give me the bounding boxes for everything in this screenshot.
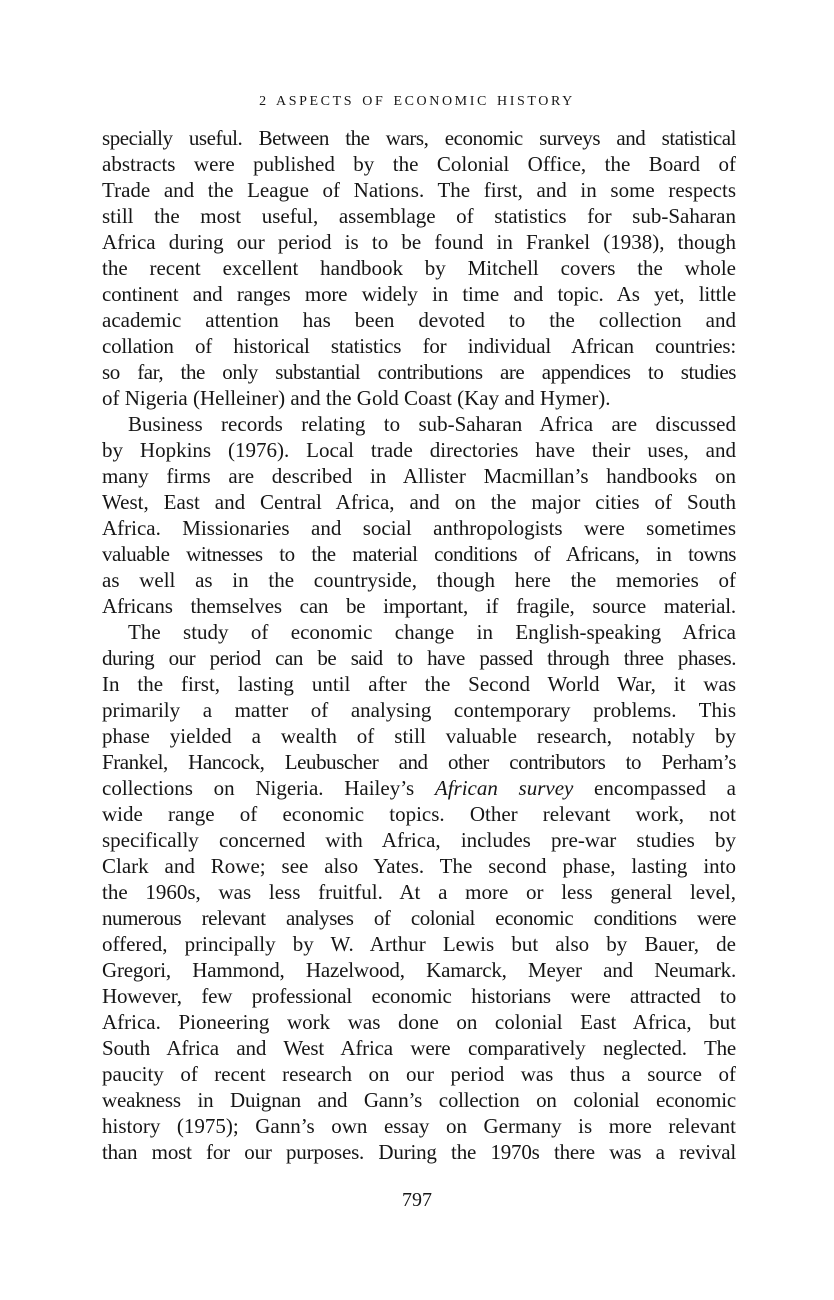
text-line: numerous relevant analyses of colonial economic conditions were [102, 906, 736, 930]
text-line: Africa during our period is to be found in Frankel (1938), though [102, 230, 736, 254]
running-head: 2 ASPECTS OF ECONOMIC HISTORY [259, 94, 575, 109]
text-line: academic attention has been devoted to the collection and [102, 308, 736, 332]
text-line: However, few professional economic historians were attracted to [102, 984, 736, 1008]
text-line: by Hopkins (1976). Local trade directories have their uses, and [102, 438, 736, 462]
paragraph-business-records [102, 411, 736, 619]
text-line: Trade and the League of Nations. The first, and in some respects [102, 178, 736, 202]
paragraph-statistics [102, 125, 736, 411]
text-line: West, East and Central Africa, and on the major cities of South [102, 490, 736, 514]
text-line: wide range of economic topics. Other relevant work, not [102, 802, 736, 826]
text-line: many firms are described in Allister Macmillan’s handbooks on [102, 464, 736, 488]
text-line: continent and ranges more widely in time and topic. As yet, little [102, 282, 736, 306]
text-line: history (1975); Gann’s own essay on Germany is more relevant [102, 1114, 736, 1138]
text-line: weakness in Duignan and Gann’s collection on colonial economic [102, 1088, 736, 1112]
text-line-with-title [102, 775, 736, 801]
text-line: paucity of recent research on our period was thus a source of [102, 1062, 736, 1086]
text-line: Africa. Missionaries and social anthropologists were sometimes [102, 516, 736, 540]
text-line: of Nigeria (Helleiner) and the Gold Coast (Kay and Hymer). [102, 386, 611, 410]
text-line: Business records relating to sub-Saharan Africa are discussed [128, 412, 736, 436]
text-line: Africans themselves can be important, if fragile, source material. [102, 594, 736, 618]
text-line: as well as in the countryside, though here the memories of [102, 568, 736, 592]
text-line: Gregori, Hammond, Hazelwood, Kamarck, Meyer and Neumark. [102, 958, 736, 982]
text-segment: encompassed a [573, 776, 736, 800]
text-line: the recent excellent handbook by Mitchell covers the whole [102, 256, 736, 280]
page-number: 797 [402, 1189, 432, 1211]
text-line: Clark and Rowe; see also Yates. The second phase, lasting into [102, 854, 736, 878]
text-line: abstracts were published by the Colonial Office, the Board of [102, 152, 736, 176]
text-line: Africa. Pioneering work was done on colonial East Africa, but [102, 1010, 736, 1034]
paragraph-economic-change [102, 619, 736, 1165]
text-line: primarily a matter of analysing contemporary problems. This [102, 698, 736, 722]
body-text [102, 125, 736, 1165]
text-line: the 1960s, was less fruitful. At a more or less general level, [102, 880, 736, 904]
text-line: phase yielded a wealth of still valuable research, notably by [102, 724, 736, 748]
text-line: The study of economic change in English-speaking Africa [128, 620, 736, 644]
text-line: Frankel, Hancock, Leubuscher and other contributors to Perham’s [102, 750, 736, 774]
text-line: valuable witnesses to the material conditions of Africans, in towns [102, 542, 736, 566]
text-line: offered, principally by W. Arthur Lewis but also by Bauer, de [102, 932, 736, 956]
text-line: than most for our purposes. During the 1970s there was a revival [102, 1140, 736, 1164]
book-title-african-survey: African survey [434, 776, 574, 800]
text-line: In the first, lasting until after the Second World War, it was [102, 672, 736, 696]
text-line: collation of historical statistics for individual African countries: [102, 334, 736, 358]
text-line: so far, the only substantial contributions are appendices to studies [102, 360, 736, 384]
text-line: South Africa and West Africa were comparatively neglected. The [102, 1036, 736, 1060]
text-line: during our period can be said to have passed through three phases. [102, 646, 736, 670]
text-line: specifically concerned with Africa, includes pre-war studies by [102, 828, 736, 852]
text-line: still the most useful, assemblage of statistics for sub-Saharan [102, 204, 736, 228]
text-segment: collections on Nigeria. Hailey’s [102, 776, 435, 800]
text-line: specially useful. Between the wars, economic surveys and statistical [102, 126, 736, 150]
